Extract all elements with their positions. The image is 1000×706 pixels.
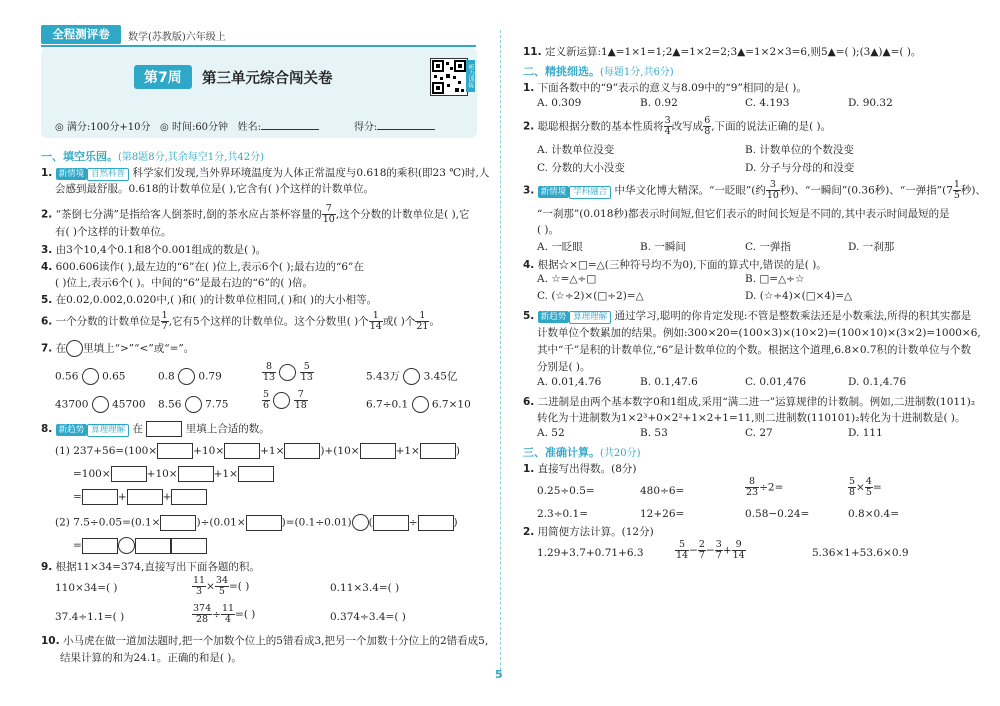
choice-1: 1. 下面各数中的“9”表示的意义与8.09中的“9”相同的是( )。	[523, 82, 807, 94]
q9-a: 110×34=( )	[55, 582, 118, 594]
compare-circle[interactable]	[118, 537, 135, 554]
answer-box[interactable]	[238, 466, 274, 482]
answer-box[interactable]	[284, 443, 320, 459]
question-2: 2. “茶倒七分满”是指给客人倒茶时,倒的茶水应占茶杯容量的 $\frac{7}{10}$ ,这个分数的计数单位是( ),它	[41, 203, 470, 225]
question-2-line2: 有( )个这样的计数单位。	[55, 226, 172, 238]
choice-4-opt-a[interactable]: A. ☆=△÷□	[537, 273, 597, 285]
choice-3-line3: ( )。	[537, 224, 560, 236]
q8-line3: = + +	[73, 489, 207, 505]
q7-row2-c: $\frac{5}{6}$ $\frac{7}{18}$	[263, 389, 307, 411]
calc-2-b: $\frac{5}{14}$ − $\frac{2}{7}$ − $\frac{3}{7}$ + $\frac{9}{14}$	[676, 539, 745, 561]
choice-3-opt-d[interactable]: D. 一刹那	[848, 241, 895, 253]
question-5: 5. 在0.02,0.002,0.020中,( )和( )的计数单位相同,( )和( )的大小相等。	[41, 294, 378, 306]
choice-2-opt-d[interactable]: D. 分子与分母的和没变	[745, 162, 855, 174]
answer-box[interactable]	[157, 443, 193, 459]
answer-box	[146, 421, 182, 437]
calc-2-c: 5.36×1+53.6×0.9	[812, 547, 909, 559]
q7-row2-a: 43700 45700	[55, 396, 146, 413]
calc-1-d: $\frac{5}{8}$ × $\frac{4}{5}$ =	[849, 476, 882, 498]
choice-2: 2. 聪聪根据分数的基本性质将 $\frac{3}{4}$ 改写成 $\frac{6}{8}$ ,下面的说法正确的是( )。	[523, 115, 832, 137]
q8-line4: (2) 7.5÷0.05=(0.1× )÷(0.01× )=(0.1÷0.01) ( ÷ )	[55, 514, 458, 531]
compare-circle[interactable]	[185, 396, 202, 413]
clock-icon: ◎	[55, 122, 64, 133]
answer-box[interactable]	[135, 538, 171, 554]
choice-6-opt-d[interactable]: D. 111	[848, 427, 883, 439]
choice-3-opt-b[interactable]: B. 一瞬间	[640, 241, 686, 253]
choice-1-opt-c[interactable]: C. 4.193	[745, 97, 790, 109]
calc-1: 1. 直接写出得数。(8分)	[523, 463, 637, 475]
choice-5-opt-d[interactable]: D. 0.1,4.76	[848, 376, 907, 388]
choice-6: 6. 二进制是由两个基本数字0和1组成,采用“满二进一”运算规律的计数制。例如,二进制数(1011)₂	[523, 396, 976, 408]
calc-1-g: 0.58−0.24=	[745, 508, 810, 520]
choice-1-opt-b[interactable]: B. 0.92	[640, 97, 678, 109]
q7-row1-b: 0.8 0.79	[158, 368, 222, 385]
choice-3-line2: “一刹那”(0.018秒)都表示时间短,但它们表示的时间长短是不同的,其中表示时间最短的是	[537, 208, 950, 220]
q8-line2: =100× +10× +1×	[73, 466, 274, 482]
choice-5-line3: 其中“千”是积的计数单位,“6”是计数单位的个数。根据这个道理,6.8×0.7积的计数单位与个数	[537, 344, 972, 356]
answer-box[interactable]	[246, 515, 282, 531]
q8-line5: =	[73, 537, 207, 554]
answer-box[interactable]	[171, 538, 207, 554]
q9-f: 0.374÷3.4=( )	[330, 611, 406, 623]
answer-box[interactable]	[178, 466, 214, 482]
page-title: 第三单元综合闯关卷	[202, 71, 333, 87]
calc-2-a: 1.29+3.7+0.71+6.3	[537, 547, 644, 559]
header-subtitle: 数学(苏教版)六年级上	[128, 32, 226, 43]
compare-circle[interactable]	[279, 364, 296, 381]
q7-row2-b: 8.56 7.75	[158, 396, 228, 413]
header-rule	[41, 45, 476, 47]
answer-box[interactable]	[111, 466, 147, 482]
calc-1-a: 0.25÷0.5=	[537, 485, 595, 497]
page-number: 5	[495, 668, 503, 681]
question-4-line2: ( )位上,表示6个( )。中间的“6”是最右边的“6”的( )倍。	[55, 277, 313, 289]
answer-box[interactable]	[420, 443, 456, 459]
choice-6-line2: 转化为十进制数为1×2³+0×2²+1×2+1=11,则二进制数(110101)₂转化为十进制数是( )。	[537, 412, 966, 424]
calc-1-e: 2.3÷0.1=	[537, 508, 588, 520]
choice-3-opt-a[interactable]: A. 一眨眼	[537, 241, 583, 253]
question-9: 9. 根据11×34=374,直接写出下面各题的积。	[41, 561, 260, 573]
compare-circle[interactable]	[82, 368, 99, 385]
compare-circle[interactable]	[412, 396, 429, 413]
question-6: 6. 一个分数的计数单位是 $\frac{1}{7}$ ,它有5个这样的计数单位。这个分数里( )个 $\frac{1}{14}$ 或( )个 $\frac{1}{21}$ 。	[41, 310, 440, 332]
q9-b: $\frac{11}{3}$ × $\frac{34}{5}$ =( )	[193, 575, 250, 597]
score-field[interactable]	[377, 119, 435, 130]
section-1-title: 一、填空乐园。(第8题8分,其余每空1分,共42分)	[41, 150, 264, 163]
compare-circle[interactable]	[92, 396, 109, 413]
choice-2-opt-b[interactable]: B. 计数单位的个数没变	[745, 144, 854, 156]
q7-row1-c: $\frac{8}{13}$ $\frac{5}{13}$	[263, 361, 313, 383]
question-10-line2: 结果计算的和为24.1。正确的和是( )。	[60, 652, 242, 664]
choice-4-opt-b[interactable]: B. □=△÷☆	[745, 273, 805, 285]
answer-box[interactable]	[360, 443, 396, 459]
choice-1-opt-a[interactable]: A. 0.309	[537, 97, 582, 109]
choice-1-opt-d[interactable]: D. 90.32	[848, 97, 893, 109]
calc-1-f: 12+26=	[640, 508, 685, 520]
answer-box[interactable]	[127, 489, 163, 505]
choice-3-opt-c[interactable]: C. 一弹指	[745, 241, 791, 253]
calc-1-h: 0.8×0.4=	[848, 508, 899, 520]
answer-box[interactable]	[82, 538, 118, 554]
question-1: 1. 新情境 自然科普 科学家们发现,当外界环境温度为人体正常温度与0.618的乘积(即23 ℃)时,人	[41, 167, 490, 179]
choice-3: 3. 新情境 学科融合 中华文化博大精深。“一眨眼”(约 $\frac{3}{10}$ 秒)、“一瞬间”(0.36秒)、“一弹指”(7 $\frac{1}{5}$ 秒)、	[523, 179, 987, 201]
choice-4: 4. 根据☆×□=△(三种符号均不为0),下面的算式中,错误的是( )。	[523, 259, 827, 271]
choice-5-opt-c[interactable]: C. 0.01,476	[745, 376, 807, 388]
question-8: 8. 新趋势 算理理解 在 里填上合适的数。	[41, 423, 270, 435]
header-tag: 全程测评卷	[41, 25, 121, 44]
choice-2-opt-c[interactable]: C. 分数的大小没变	[537, 162, 625, 174]
section-2-title: 二、精挑细选。(每题1分,共6分)	[523, 65, 674, 78]
compare-circle[interactable]	[403, 368, 420, 385]
question-3: 3. 由3个10,4个0.1和8个0.001组成的数是( )。	[41, 244, 267, 256]
q7-row1-a: 0.56 0.65	[55, 368, 125, 385]
q9-e: $\frac{374}{28}$ ÷ $\frac{11}{4}$ =( )	[193, 603, 256, 625]
compare-circle[interactable]	[273, 392, 290, 409]
name-field[interactable]	[261, 119, 319, 130]
timer-icon: ◎	[160, 122, 169, 133]
q7-row1-d: 5.43万 3.45亿	[366, 368, 457, 385]
question-1-line2: 会感到最舒服。0.618的计数单位是( ),它含有( )个这样的计数单位。	[55, 183, 374, 195]
calc-1-c: $\frac{8}{23}$ ÷2=	[746, 476, 784, 498]
choice-5-opt-b[interactable]: B. 0.1,47.6	[640, 376, 698, 388]
question-11: 11. 定义新运算:1▲=1×1=1;2▲=1×2=2;3▲=1×2×3=6,则5▲=( );(3▲)▲=( )。	[523, 46, 922, 58]
q9-c: 0.11×3.4=( )	[330, 582, 400, 594]
score-info: ◎ 满分:100分+10分 ◎ 时间:60分钟 姓名: 得分:	[55, 118, 435, 133]
compare-circle[interactable]	[352, 514, 369, 531]
choice-4-opt-c[interactable]: C. (☆÷2)×(□÷2)=△	[537, 290, 644, 302]
compare-circle[interactable]	[178, 368, 195, 385]
choice-6-opt-a[interactable]: A. 52	[537, 427, 565, 439]
q9-d: 37.4÷1.1=( )	[55, 611, 125, 623]
qr-side-label: 听力训练	[466, 60, 475, 92]
answer-box[interactable]	[418, 515, 454, 531]
qr-code-icon[interactable]	[430, 58, 468, 96]
week-label: 第7周	[134, 65, 192, 89]
answer-box[interactable]	[373, 515, 409, 531]
answer-box[interactable]	[82, 489, 118, 505]
answer-box[interactable]	[224, 443, 260, 459]
choice-4-opt-d[interactable]: D. (☆÷4)×(□×4)=△	[745, 290, 853, 302]
choice-5: 5. 新趋势 算理理解 通过学习,聪明的你肯定发现:不管是整数乘法还是小数乘法,所得的积其实都是	[523, 310, 972, 322]
choice-5-line2: 计数单位个数累加的结果。例如:300×20=(100×3)×(10×2)=(100×10)×(3×2)=1000×6,	[537, 327, 981, 339]
answer-box[interactable]	[160, 515, 196, 531]
choice-6-opt-b[interactable]: B. 53	[640, 427, 668, 439]
calc-1-b: 480÷6=	[640, 485, 685, 497]
choice-6-opt-c[interactable]: C. 27	[745, 427, 773, 439]
question-4: 4. 600.606读作( ),最左边的“6”在( )位上,表示6个( );最右边的“6”在	[41, 261, 364, 273]
question-10: 10. 小马虎在做一道加法题时,把一个加数个位上的5错看成3,把另一个加数十分位上的2错看成5,	[41, 635, 489, 647]
choice-5-opt-a[interactable]: A. 0.01,4.76	[537, 376, 602, 388]
question-7: 7. 在 里填上“>”“<”或“=”。	[41, 340, 194, 357]
choice-2-opt-a[interactable]: A. 计数单位没变	[537, 144, 615, 156]
compare-circle	[66, 340, 83, 357]
q7-row2-d: 6.7÷0.1 6.7×10	[366, 396, 471, 413]
column-divider	[500, 30, 501, 675]
q8-line1: (1) 237+56=(100× +10× +1× )+(10× +1× )	[55, 445, 460, 457]
choice-5-line4: 分别是( )。	[537, 361, 591, 373]
section-3-title: 三、准确计算。(共20分)	[523, 446, 641, 459]
calc-2: 2. 用简便方法计算。(12分)	[523, 526, 654, 538]
answer-box[interactable]	[171, 489, 207, 505]
